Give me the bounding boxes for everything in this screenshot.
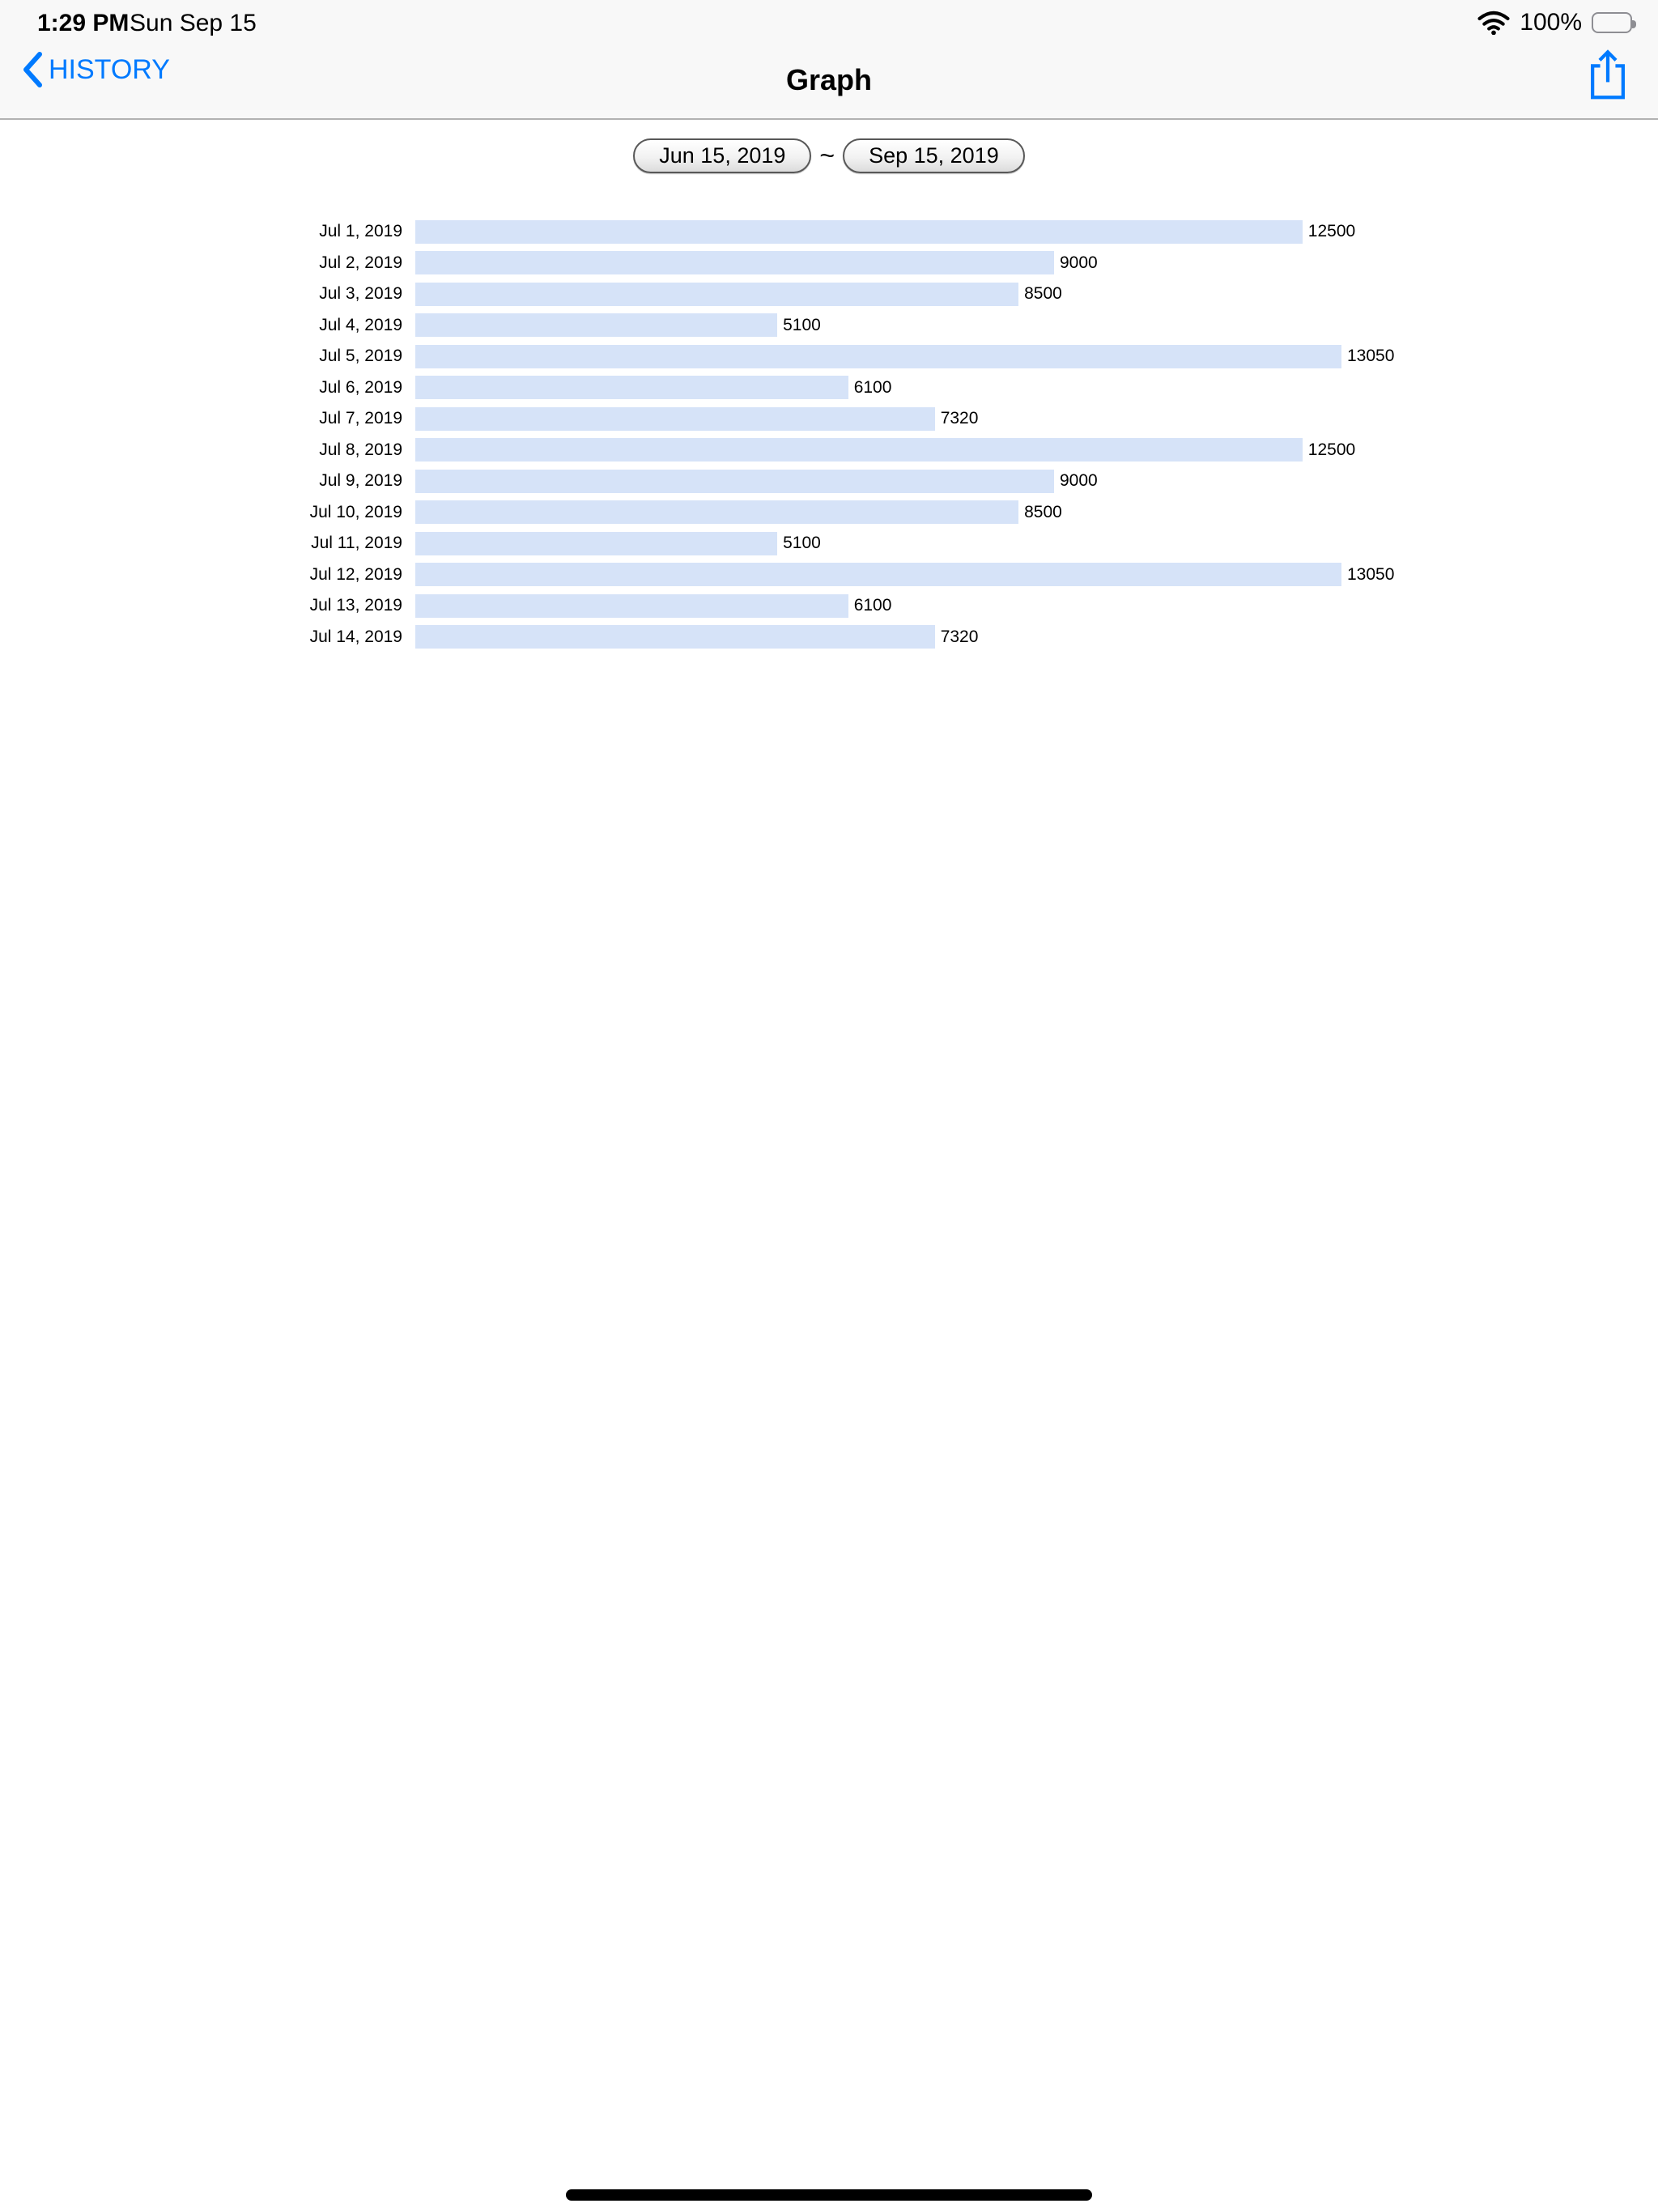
bar-chart [0, 216, 1658, 653]
bar [415, 313, 777, 337]
page-title: Graph [785, 63, 872, 96]
bar [415, 251, 1054, 274]
bar-value: 13050 [1347, 564, 1395, 584]
bar [415, 407, 935, 431]
chart-row [0, 559, 1658, 591]
bar [415, 220, 1303, 244]
share-icon [1587, 48, 1629, 101]
chart-row [0, 497, 1658, 529]
bar-label: Jul 1, 2019 [319, 222, 402, 241]
bar-label: Jul 9, 2019 [319, 471, 402, 491]
chart-row [0, 403, 1658, 435]
bar-label: Jul 4, 2019 [319, 315, 402, 334]
status-date: Sun Sep 15 [130, 10, 257, 36]
chart-row [0, 310, 1658, 342]
bar [415, 376, 848, 399]
battery-percent: 100% [1520, 9, 1582, 36]
bar-value: 9000 [1060, 471, 1098, 491]
bar [415, 500, 1018, 524]
end-date-button[interactable]: Sep 15, 2019 [843, 138, 1025, 173]
bar-value: 13050 [1347, 347, 1395, 366]
chart-row [0, 528, 1658, 559]
chart-row [0, 341, 1658, 372]
chart-row [0, 435, 1658, 466]
bar [415, 532, 777, 555]
chart-row [0, 372, 1658, 404]
bar [415, 283, 1018, 306]
bar [415, 594, 848, 618]
share-button[interactable] [1585, 47, 1630, 104]
bar [415, 470, 1054, 493]
bar-label: Jul 3, 2019 [319, 284, 402, 304]
bar-value: 8500 [1024, 502, 1062, 521]
bar [415, 438, 1303, 462]
bar [415, 563, 1341, 586]
wifi-icon [1477, 11, 1510, 35]
bar [415, 625, 935, 649]
bar-label: Jul 13, 2019 [309, 596, 402, 615]
bar-value: 9000 [1060, 253, 1098, 272]
date-range-separator: ~ [819, 140, 835, 170]
chart-row [0, 248, 1658, 279]
bar-value: 6100 [853, 596, 892, 615]
chart-row [0, 216, 1658, 248]
bar-label: Jul 7, 2019 [319, 409, 402, 428]
bar-value: 7320 [940, 409, 979, 428]
status-time: 1:29 PM [37, 10, 130, 36]
bar-value: 7320 [940, 627, 979, 646]
bar-label: Jul 8, 2019 [319, 440, 402, 459]
chart-row [0, 279, 1658, 310]
bar-label: Jul 6, 2019 [319, 377, 402, 397]
bar-label: Jul 5, 2019 [319, 347, 402, 366]
home-indicator[interactable] [566, 2189, 1092, 2201]
bar-label: Jul 2, 2019 [319, 253, 402, 272]
bar-label: Jul 11, 2019 [311, 534, 402, 553]
status-right-cluster [1477, 8, 1632, 37]
bar-label: Jul 10, 2019 [309, 502, 402, 521]
bar-value: 5100 [783, 534, 821, 553]
bar-value: 12500 [1307, 222, 1356, 241]
top-bar [0, 0, 1658, 120]
bar-value: 8500 [1024, 284, 1062, 304]
date-range-row [0, 136, 1658, 175]
bar-label: Jul 14, 2019 [309, 627, 402, 646]
bar-label: Jul 12, 2019 [309, 564, 402, 584]
bar-value: 12500 [1307, 440, 1356, 459]
chart-row [0, 590, 1658, 622]
chart-row [0, 622, 1658, 653]
chart-row [0, 466, 1658, 497]
battery-icon [1592, 12, 1632, 33]
start-date-button[interactable]: Jun 15, 2019 [633, 138, 811, 173]
bar [415, 345, 1341, 368]
bar-value: 6100 [853, 377, 892, 397]
back-button-label: HISTORY [49, 53, 170, 85]
bar-value: 5100 [783, 315, 821, 334]
